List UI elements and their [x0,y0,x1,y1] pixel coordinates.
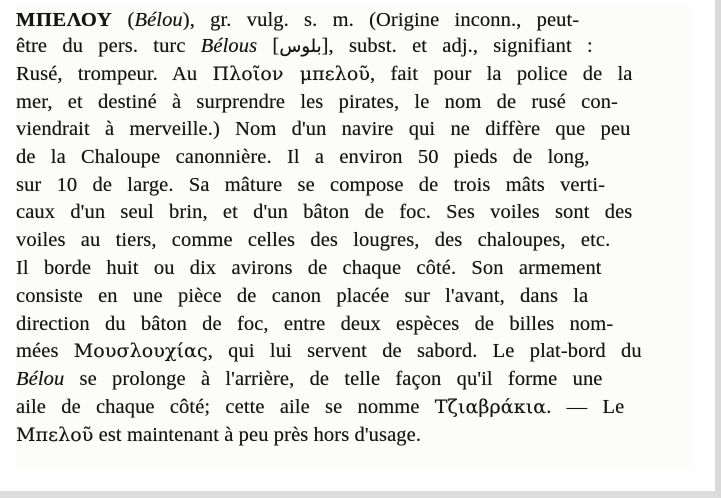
text-line [16,34,593,59]
arabic-text: بلوس [279,36,322,57]
text-segment: mer, et destiné à surprendre les pirates, le nom de rusé con- [16,91,618,113]
text-segment: [ [257,35,280,57]
text-line [16,423,421,447]
text-line [16,339,642,363]
text-line [16,367,603,391]
greek-text: Μουσλουχίας [73,340,208,362]
text-segment: mées [16,340,74,362]
text-line [16,62,633,86]
text-segment: , fait pour la police de la [370,63,633,85]
text-line [16,117,630,141]
text-segment: est maintenant à peu près hors d'usage. [93,424,422,446]
greek-text: Μπελοῦ [16,424,94,446]
text-segment: caux d'un seul brin, et d'un bâton de foc. Ses voiles sont des [16,201,633,223]
text-line [16,90,618,114]
headword: ΜΠΕΛΟΥ [16,9,113,31]
text-line [16,395,624,419]
dictionary-entry [16,6,693,468]
italic-text: Bélou [16,368,65,390]
text-segment: viendrait à merveille.) Nom d'un navire qui ne diffère que peu [16,118,631,140]
text-segment: ), gr. vulg. s. m. (Origine inconn., peut- [182,9,580,31]
italic-text: Bélou [134,9,183,31]
text-line [16,145,590,169]
text-segment: direction du bâton de foc, entre deux espèces de billes nom- [16,313,614,335]
text-line [16,256,602,280]
text-segment: voiles au tiers, comme celles des lougres, des chaloupes, etc. [16,229,611,251]
text-segment: être du pers. turc [16,35,201,57]
text-line [16,312,613,336]
text-segment: de la Chaloupe canonnière. Il a environ 50 pieds de long, [16,146,590,168]
text-segment: ( [112,9,135,31]
text-segment: Il borde huit ou dix avirons de chaque côté. Son armement [16,257,602,279]
greek-text: Τζιαβράκια [434,396,547,418]
text-line [16,173,605,197]
text-line [16,228,610,252]
text-line [16,284,588,308]
text-segment: . — Le [546,396,625,418]
text-line [16,8,579,32]
text-segment: Rusé, trompeur. Au [16,63,213,85]
italic-text: Bélous [200,35,258,57]
text-segment: se prolonge à l'arrière, de telle façon qu'il forme une [64,368,603,390]
text-segment: , qui lui servent de sabord. Le plat-bord du [207,340,642,362]
text-line [16,200,632,224]
text-segment: aile de chaque côté; cette aile se nomme [16,396,435,418]
text-segment: sur 10 de large. Sa mâture se compose de trois mâts verti- [16,174,606,196]
greek-text: Πλοῖον μπελοῦ [212,63,371,85]
text-segment: ], subst. et adj., signifiant : [321,35,593,57]
text-segment: consiste en une pièce de canon placée sur l'avant, dans la [16,285,589,307]
